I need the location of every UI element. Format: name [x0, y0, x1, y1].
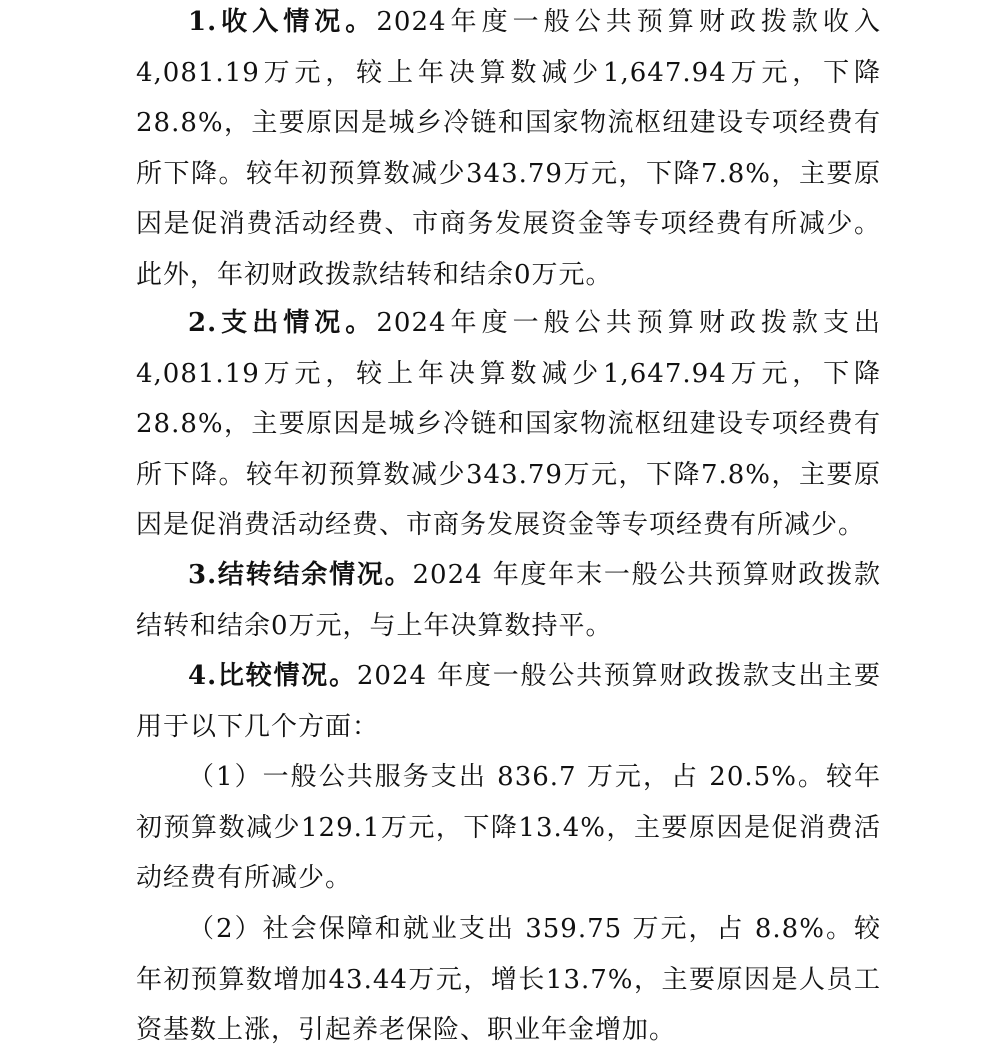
- social-security-text: （2）社会保障和就业支出 359.75 万元，占 8.8%。较年初预算数增加43.44万元，增长13.7%，主要原因是人员工资基数上涨，引起养老保险、职业年金增加。: [136, 914, 881, 1046]
- income-heading: 1.收入情况。: [188, 7, 377, 37]
- carryover-paragraph: [136, 550, 881, 651]
- expenditure-text: 2024年度一般公共预算财政拨款支出4,081.19万元，较上年决算数减少1,647.94万元，下降28.8%，主要原因是城乡冷链和国家物流枢纽建设专项经费有所下降。较年初预算数减少343.79万元，下降7.8%，主要原因是促消费活动经费、市商务发展资金等专项经费有所减少。: [136, 308, 881, 541]
- public-service-text: （1）一般公共服务支出 836.7 万元，占 20.5%。较年初预算数减少129.1万元，下降13.4%，主要原因是促消费活动经费有所减少。: [136, 762, 881, 894]
- expenditure-heading: 2.支出情况。: [188, 308, 377, 338]
- comparison-heading: 4.比较情况。: [188, 661, 357, 691]
- carryover-text: 2024 年度年末一般公共预算财政拨款结转和结余0万元，与上年决算数持平。: [136, 560, 881, 641]
- income-paragraph: [136, 0, 881, 301]
- expenditure-paragraph: [136, 298, 881, 551]
- comparison-paragraph: [136, 651, 881, 752]
- comparison-text: 2024 年度一般公共预算财政拨款支出主要用于以下几个方面：: [136, 661, 881, 742]
- public-service-paragraph: [136, 752, 881, 904]
- carryover-heading: 3.结转结余情况。: [188, 560, 413, 590]
- income-text: 2024年度一般公共预算财政拨款收入4,081.19万元，较上年决算数减少1,647.94万元，下降28.8%，主要原因是城乡冷链和国家物流枢纽建设专项经费有所下降。较年初预算数减少343.79万元，下降7.8%，主要原因是促消费活动经费、市商务发展资金等专项经费有所减少。此外，年初财政拨款结转和结余0万元。: [136, 7, 881, 290]
- social-security-paragraph: [136, 904, 881, 1056]
